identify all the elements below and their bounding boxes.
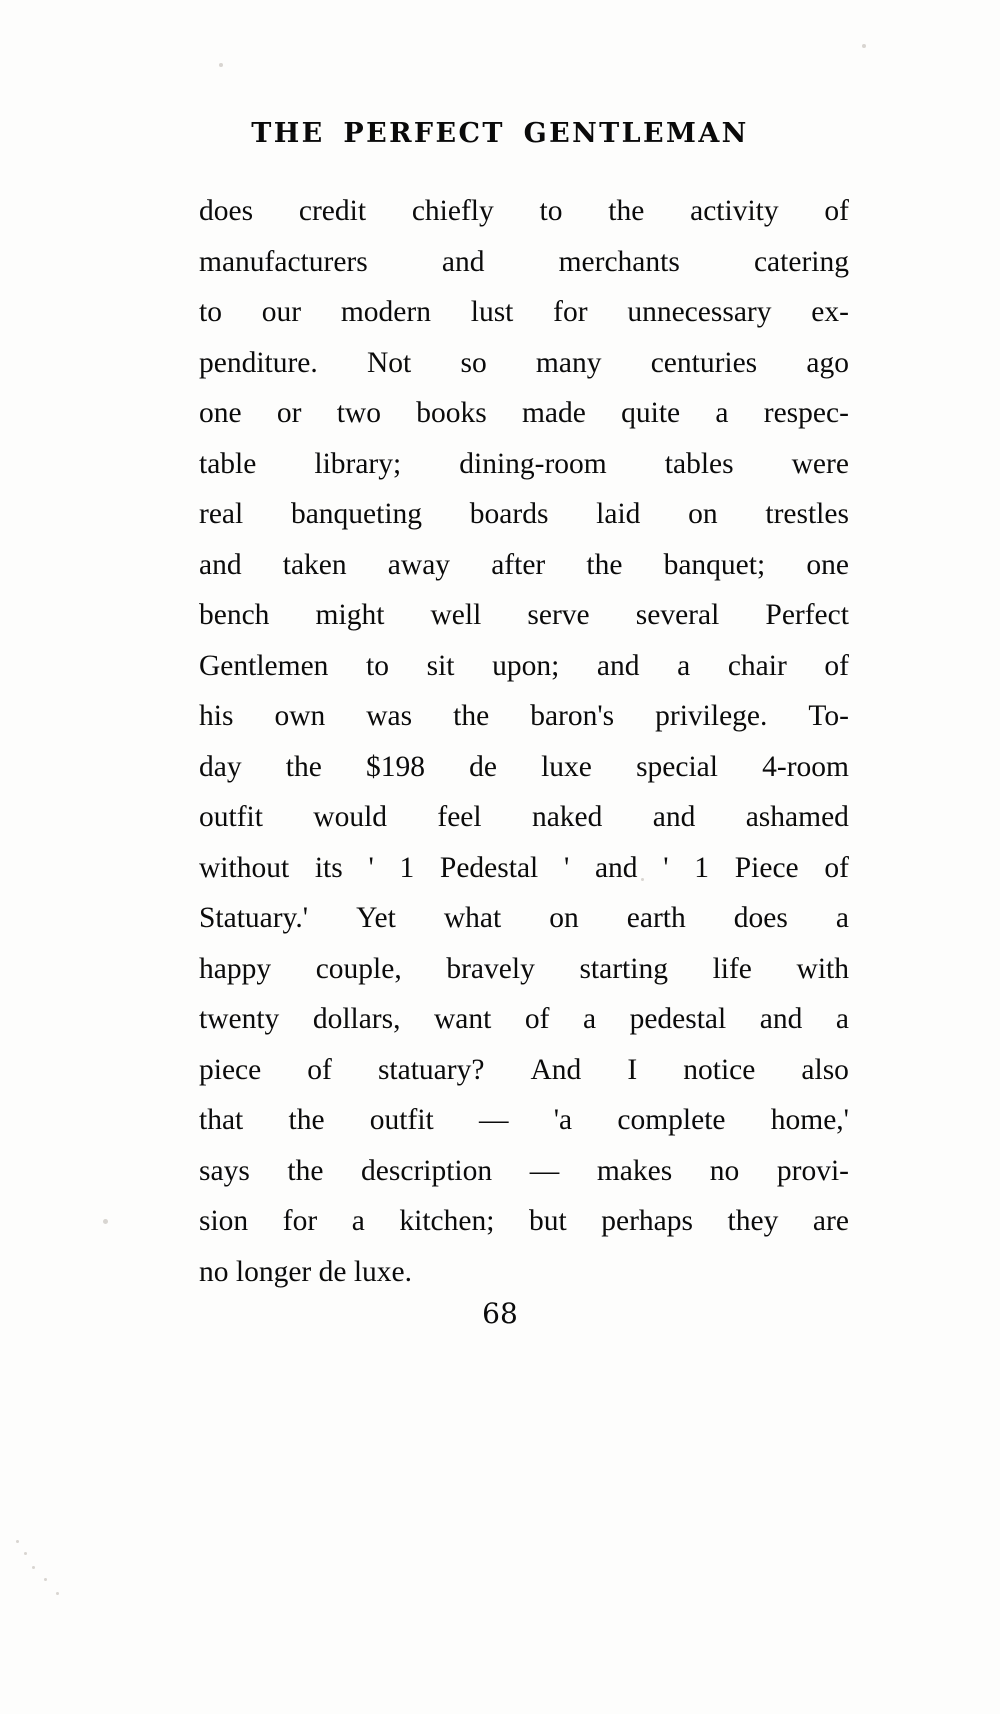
scan-speck [16,1540,19,1543]
scan-speck [44,1578,47,1581]
text-line: table library; dining-room tables were [199,447,849,480]
scan-speck [219,63,223,67]
text-line: happy couple, bravely starting life with [199,952,849,985]
text-line: real banqueting boards laid on trestles [199,498,849,530]
text-line: penditure. Not so many centuries ago [199,346,849,379]
text-line: says the description — makes no provi- [199,1154,849,1187]
text-line: twenty dollars, want of a pedestal and a [199,1003,849,1035]
text-line: outfit would feel naked and ashamed [199,801,849,833]
scan-speck [862,44,866,48]
text-line: no longer de luxe. [199,1255,412,1288]
text-line: Statuary.' Yet what on earth does a [199,902,849,934]
scan-speck [24,1552,27,1555]
text-line: sion for a kitchen; but perhaps they are [199,1205,849,1237]
text-line: bench might well serve several Perfect [199,599,849,631]
text-line: his own was the baron's privilege. To- [199,700,849,732]
text-line: to our modern lust for unnecessary ex- [199,296,849,328]
scan-speck [32,1566,35,1569]
text-line: does credit chiefly to the activity of [199,195,849,227]
text-line: that the outfit — 'a complete home,' [199,1104,849,1136]
text-line: without its ' 1 Pedestal ' and ' 1 Piece of [199,851,849,884]
body-text [199,186,849,1297]
text-line: piece of statuary? And I notice also [199,1053,849,1086]
scan-speck [56,1592,59,1595]
text-line: manufacturers and merchants catering [199,245,849,278]
text-line: Gentlemen to sit upon; and a chair of [199,649,849,682]
scan-speck [103,1219,108,1224]
text-line: and taken away after the banquet; one [199,548,849,581]
text-line: day the $198 de luxe special 4-room [199,750,849,783]
text-line: one or two books made quite a respec- [199,397,849,429]
running-head: THE PERFECT GENTLEMAN [251,118,749,149]
page-number: 68 [482,1297,518,1330]
